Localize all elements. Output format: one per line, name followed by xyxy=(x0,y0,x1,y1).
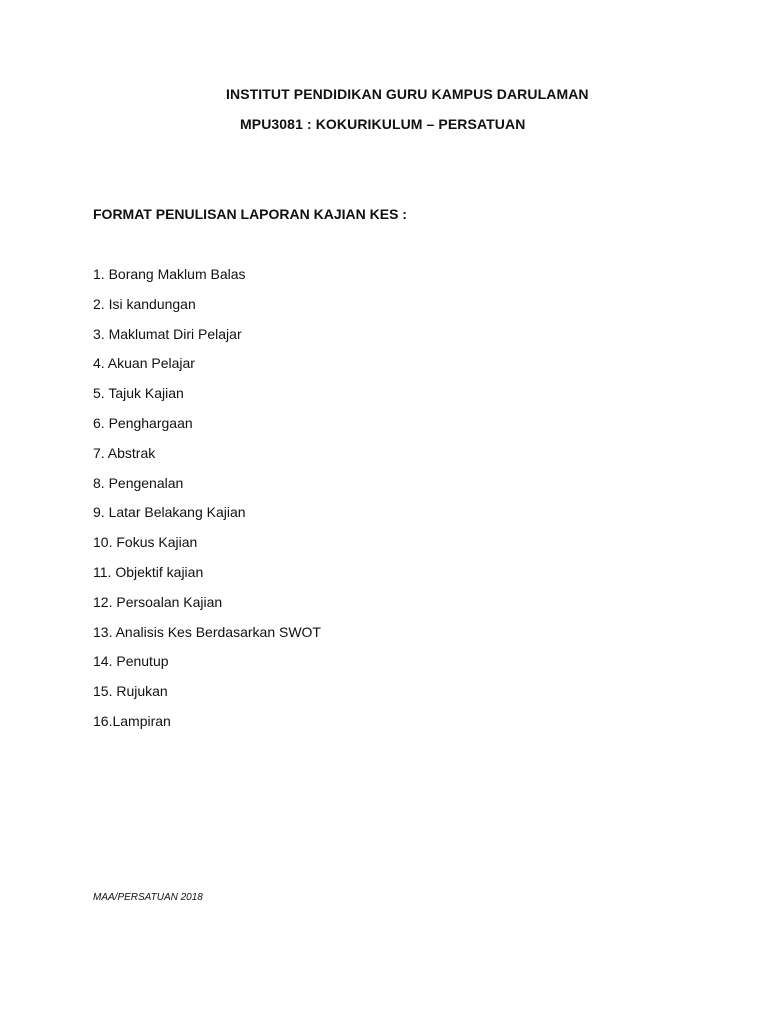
section-heading: FORMAT PENULISAN LAPORAN KAJIAN KES : xyxy=(93,206,407,222)
list-item: 1. Borang Maklum Balas xyxy=(93,266,246,282)
footer-note: MAA/PERSATUAN 2018 xyxy=(93,892,203,903)
list-item: 16.Lampiran xyxy=(93,712,171,729)
list-item: 13. Analisis Kes Berdasarkan SWOT xyxy=(93,623,321,640)
list-item: 10. Fokus Kajian xyxy=(93,534,198,551)
report-format-list xyxy=(93,265,321,742)
list-item: 14. Penutup xyxy=(93,653,169,670)
list-item: 9. Latar Belakang Kajian xyxy=(93,504,246,521)
list-item: 11. Objektif kajian xyxy=(93,563,204,580)
list-item: 15. Rujukan xyxy=(93,683,168,700)
list-item: 4. Akuan Pelajar xyxy=(93,355,195,372)
list-item: 8. Pengenalan xyxy=(93,474,184,491)
course-title: MPU3081 : KOKURIKULUM – PERSATUAN xyxy=(240,116,526,132)
list-item: 6. Penghargaan xyxy=(93,414,193,431)
list-item: 7. Abstrak xyxy=(93,444,156,461)
institution-title: INSTITUT PENDIDIKAN GURU KAMPUS DARULAMAN xyxy=(226,86,589,102)
list-item: 5. Tajuk Kajian xyxy=(93,385,184,402)
list-item: 12. Persoalan Kajian xyxy=(93,593,223,610)
list-item: 3. Maklumat Diri Pelajar xyxy=(93,325,242,342)
list-item: 2. Isi kandungan xyxy=(93,295,196,312)
